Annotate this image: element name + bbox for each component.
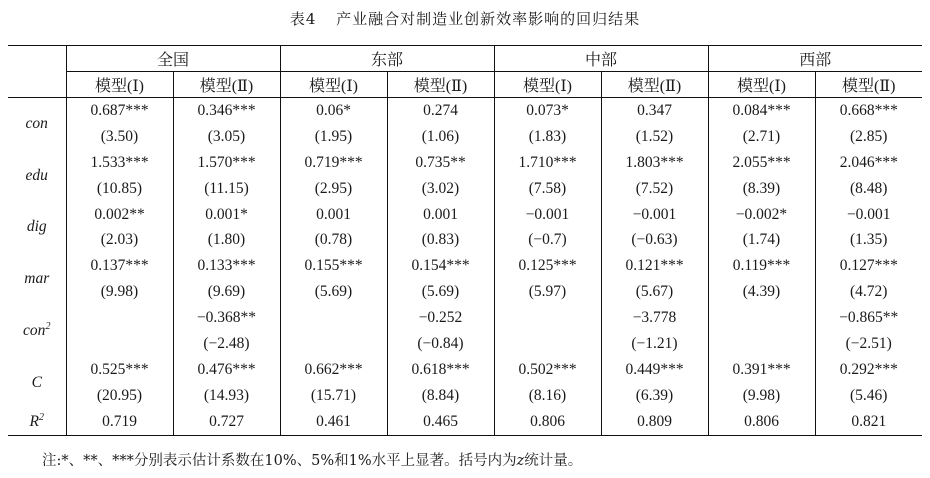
- table-cell: (−0.63): [601, 227, 708, 253]
- table-cell: 0.618***: [387, 357, 494, 383]
- model-header: 模型(Ⅰ): [66, 72, 173, 98]
- table-cell: (1.74): [708, 227, 815, 253]
- table-cell: (5.97): [494, 279, 601, 305]
- table-cell: (2.71): [708, 124, 815, 150]
- table-cell: (15.71): [280, 383, 387, 409]
- table-cell: −3.778: [601, 305, 708, 331]
- table-cell: 0.806: [494, 409, 601, 435]
- table-cell: 0.449***: [601, 357, 708, 383]
- table-cell: 0.154***: [387, 253, 494, 279]
- table-cell: 1.570***: [173, 150, 280, 176]
- table-cell: (9.98): [66, 279, 173, 305]
- regression-table: [8, 45, 922, 436]
- table-cell: (−2.48): [173, 331, 280, 357]
- table-row: [8, 305, 922, 331]
- table-row: [8, 150, 922, 176]
- table-cell: (4.39): [708, 279, 815, 305]
- table-cell: 0.346***: [173, 98, 280, 124]
- table-footnote: [42, 449, 582, 470]
- variable-label-r-squared: [8, 409, 66, 435]
- table-cell: 2.055***: [708, 150, 815, 176]
- table-cell: [708, 331, 815, 357]
- variable-name: con: [23, 322, 46, 340]
- superscript: 2: [45, 321, 51, 333]
- table-cell: −0.001: [601, 202, 708, 228]
- table-cell: 0.809: [601, 409, 708, 435]
- table-cell: (2.85): [850, 127, 888, 145]
- table-cell: (3.50): [66, 124, 173, 150]
- table-cell: 1.710***: [494, 150, 601, 176]
- table-cell: 0.121***: [601, 253, 708, 279]
- table-cell: (8.84): [387, 383, 494, 409]
- variable-label-constant: C: [8, 357, 66, 409]
- table-cell: (1.83): [494, 124, 601, 150]
- model-header: 模型(Ⅱ): [815, 72, 922, 98]
- model-header: 模型(Ⅱ): [173, 72, 280, 98]
- table-cell: (5.69): [387, 279, 494, 305]
- table-cell: 0.155***: [280, 253, 387, 279]
- table-cell: (9.69): [173, 279, 280, 305]
- model-header: 模型(Ⅰ): [280, 72, 387, 98]
- table-cell: 0.073*: [494, 98, 601, 124]
- table-row: [8, 331, 922, 357]
- table-cell: (1.52): [601, 124, 708, 150]
- table-cell: 0.525***: [66, 357, 173, 383]
- table-cell: (8.39): [708, 176, 815, 202]
- table-cell: 0.727: [173, 409, 280, 435]
- table-title: 产业融合对制造业创新效率影响的回归结果: [336, 10, 641, 28]
- table-cell: (1.35): [850, 231, 888, 249]
- table-cell: 0.668***: [839, 101, 898, 119]
- table-row: [8, 409, 922, 435]
- table-cell: (1.06): [387, 124, 494, 150]
- table-cell: 1.803***: [601, 150, 708, 176]
- model-header: 模型(Ⅱ): [601, 72, 708, 98]
- group-header: 全国: [66, 46, 280, 72]
- table-cell: 0.119***: [708, 253, 815, 279]
- table-cell: 0.461: [280, 409, 387, 435]
- table-row: [8, 253, 922, 279]
- table-cell: [708, 305, 815, 331]
- table-cell: 0.465: [387, 409, 494, 435]
- table-cell: (3.05): [173, 124, 280, 150]
- table-cell: 0.001*: [173, 202, 280, 228]
- table-cell: [280, 305, 387, 331]
- variable-name: R: [29, 412, 39, 430]
- table-cell: [280, 331, 387, 357]
- table-cell: (11.15): [173, 176, 280, 202]
- table-row: [8, 279, 922, 305]
- table-cell: 0.001: [280, 202, 387, 228]
- table-cell: 2.046***: [839, 153, 898, 171]
- table-cell: 0.084***: [708, 98, 815, 124]
- model-header-row: [8, 72, 922, 98]
- table-cell: (0.83): [387, 227, 494, 253]
- table-row: [8, 176, 922, 202]
- table-cell: −0.001: [846, 205, 891, 223]
- table-cell: 0.662***: [280, 357, 387, 383]
- model-header: 模型(Ⅰ): [494, 72, 601, 98]
- footnote-text: 注:*、**、***分别表示估计系数在10%、5%和1%水平上显著。括号内为: [42, 453, 517, 469]
- table-cell: 0.502***: [494, 357, 601, 383]
- table-cell: 0.391***: [708, 357, 815, 383]
- table-cell: 0.002**: [66, 202, 173, 228]
- table-number: 表4: [289, 10, 317, 28]
- variable-label-dig: dig: [8, 202, 66, 254]
- table-cell: 0.274: [387, 98, 494, 124]
- table-cell: 0.001: [387, 202, 494, 228]
- variable-label-con-squared: [8, 305, 66, 357]
- table-cell: (1.95): [280, 124, 387, 150]
- table-cell: 0.476***: [173, 357, 280, 383]
- table-cell: −0.002*: [708, 202, 815, 228]
- table-cell: (5.67): [601, 279, 708, 305]
- table-cell: 0.821: [815, 409, 922, 435]
- table-cell: (5.69): [280, 279, 387, 305]
- table-cell: 0.127***: [839, 257, 898, 275]
- table-cell: 0.719***: [280, 150, 387, 176]
- table-cell: (3.02): [387, 176, 494, 202]
- model-header: 模型(Ⅰ): [708, 72, 815, 98]
- table-cell: (4.72): [850, 283, 888, 301]
- table-cell: 0.06*: [280, 98, 387, 124]
- footnote-z-symbol: z: [516, 453, 525, 469]
- table-cell: (−1.21): [601, 331, 708, 357]
- table-cell: (6.39): [601, 383, 708, 409]
- table-cell: −0.252: [387, 305, 494, 331]
- table-cell: −0.368**: [173, 305, 280, 331]
- table-cell: [66, 331, 173, 357]
- table-cell: (7.52): [601, 176, 708, 202]
- table-cell: (5.46): [850, 386, 888, 404]
- stub-header: [8, 46, 66, 98]
- table-cell: 0.133***: [173, 253, 280, 279]
- table-cell: (10.85): [66, 176, 173, 202]
- variable-label-mar: mar: [8, 253, 66, 305]
- table-cell: (0.78): [280, 227, 387, 253]
- variable-label-con: con: [8, 98, 66, 150]
- table-cell: 0.137***: [66, 253, 173, 279]
- table-cell: (2.95): [280, 176, 387, 202]
- table-cell: [494, 331, 601, 357]
- table-cell: 0.125***: [494, 253, 601, 279]
- group-header: 西部: [708, 46, 922, 72]
- table-row: [8, 383, 922, 409]
- table-row: [8, 124, 922, 150]
- table-cell: −0.865**: [839, 309, 899, 327]
- table-cell: 0.347: [601, 98, 708, 124]
- table-row: [8, 202, 922, 228]
- table-cell: (7.58): [494, 176, 601, 202]
- footnote-suffix: 统计量。: [524, 453, 583, 469]
- table-cell: 0.719: [66, 409, 173, 435]
- group-header: 东部: [280, 46, 494, 72]
- table-caption: [0, 8, 930, 29]
- table-cell: (−2.51): [845, 334, 892, 352]
- table-cell: (8.16): [494, 383, 601, 409]
- table-cell: −0.001: [494, 202, 601, 228]
- table-cell: (−0.84): [387, 331, 494, 357]
- table-cell: 0.735**: [387, 150, 494, 176]
- group-header: 中部: [494, 46, 708, 72]
- table-cell: (2.03): [66, 227, 173, 253]
- table-cell: [66, 305, 173, 331]
- table-cell: (14.93): [173, 383, 280, 409]
- model-header: 模型(Ⅱ): [387, 72, 494, 98]
- table-cell: 1.533***: [66, 150, 173, 176]
- table-cell: 0.292***: [839, 360, 898, 378]
- table-cell: 0.806: [708, 409, 815, 435]
- table-cell: (9.98): [708, 383, 815, 409]
- table-row: [8, 357, 922, 383]
- table-row: [8, 227, 922, 253]
- table-row: [8, 98, 922, 124]
- table-cell: [494, 305, 601, 331]
- superscript: 2: [38, 411, 44, 423]
- table-cell: (−0.7): [494, 227, 601, 253]
- table-cell: (20.95): [66, 383, 173, 409]
- table-cell: (8.48): [850, 179, 888, 197]
- group-header-row: [8, 46, 922, 72]
- table-cell: (1.80): [173, 227, 280, 253]
- variable-label-edu: edu: [8, 150, 66, 202]
- table-cell: 0.687***: [66, 98, 173, 124]
